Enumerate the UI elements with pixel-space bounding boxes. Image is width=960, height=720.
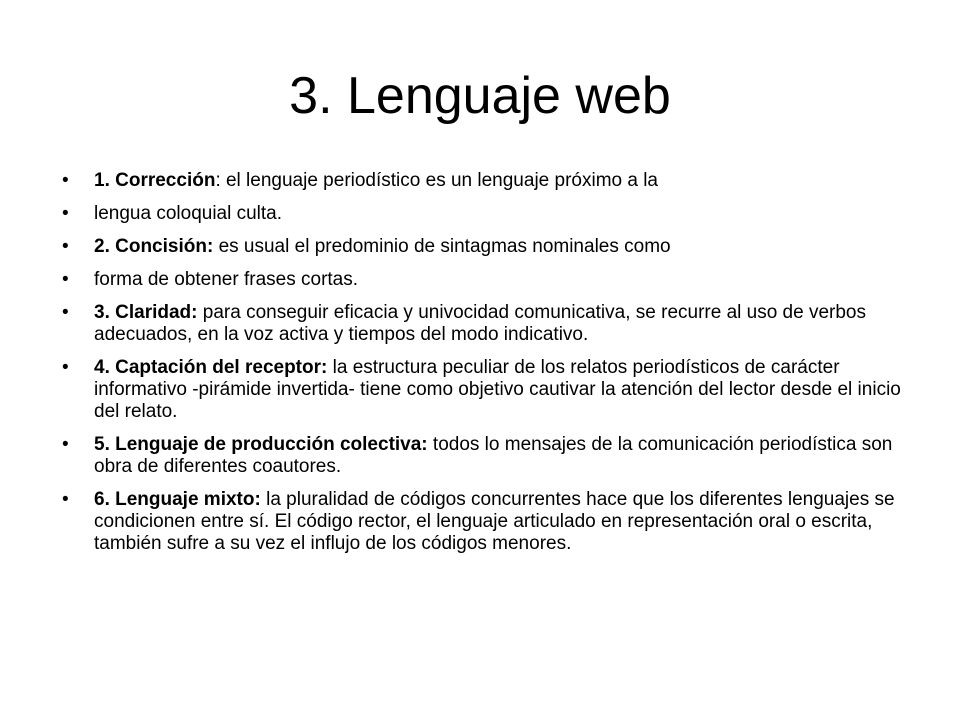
bullet-lead: 3. Claridad:: [94, 302, 198, 323]
bullet-text: [94, 269, 358, 290]
bullet-marker: •: [62, 489, 69, 510]
bullet-list: [62, 170, 912, 566]
bullet-lead: 4. Captación del receptor:: [94, 357, 328, 378]
bullet-body: para conseguir eficacia y univocidad comunicativa, se recurre al uso de verbos adecuados, en la voz activa y tiempos del modo indicativo.: [94, 302, 867, 345]
bullet-body: la estructura peculiar de los relatos periodísticos de carácter informativo -pirámide invertida- tiene como objetivo cautivar la atención del lector desde el inicio del relato.: [94, 357, 901, 422]
bullet-lead: 6. Lenguaje mixto:: [94, 489, 261, 510]
bullet-marker: •: [62, 302, 69, 323]
bullet-item: [62, 236, 912, 258]
bullet-marker: •: [62, 236, 69, 257]
bullet-lead: 5. Lenguaje de producción colectiva:: [94, 434, 428, 455]
bullet-text: [94, 170, 658, 191]
bullet-text: [94, 302, 866, 345]
bullet-text: [94, 357, 901, 422]
bullet-item: [62, 357, 912, 423]
bullet-item: [62, 434, 912, 478]
bullet-body: lengua coloquial culta.: [94, 203, 283, 224]
bullet-text: [94, 203, 282, 224]
bullet-item: [62, 302, 912, 346]
bullet-text: [94, 236, 671, 257]
bullet-marker: •: [62, 170, 69, 191]
bullet-text: [94, 489, 895, 554]
bullet-item: [62, 489, 912, 555]
slide-title: 3. Lenguaje web: [289, 67, 671, 125]
bullet-lead: 2. Concisión:: [94, 236, 214, 257]
bullet-item: [62, 170, 912, 192]
bullet-body: es usual el predominio de sintagmas nominales como: [213, 236, 671, 257]
bullet-text: [94, 434, 892, 477]
bullet-marker: •: [62, 434, 69, 455]
bullet-marker: •: [62, 203, 69, 224]
bullet-lead: 1. Corrección: [94, 170, 216, 191]
bullet-item: [62, 203, 912, 225]
bullet-body: la pluralidad de códigos concurrentes hace que los diferentes lenguajes se condicionen entre sí. El código rector, el lenguaje articulado en representación oral o escrita, también sufre a su vez el influjo de los códigos menores.: [94, 489, 895, 554]
bullet-body: forma de obtener frases cortas.: [94, 269, 359, 290]
bullet-marker: •: [62, 357, 69, 378]
bullet-item: [62, 269, 912, 291]
bullet-body: todos lo mensajes de la comunicación periodística son obra de diferentes coautores.: [94, 434, 893, 477]
bullet-marker: •: [62, 269, 69, 290]
bullet-body: : el lenguaje periodístico es un lenguaje próximo a la: [215, 170, 658, 191]
